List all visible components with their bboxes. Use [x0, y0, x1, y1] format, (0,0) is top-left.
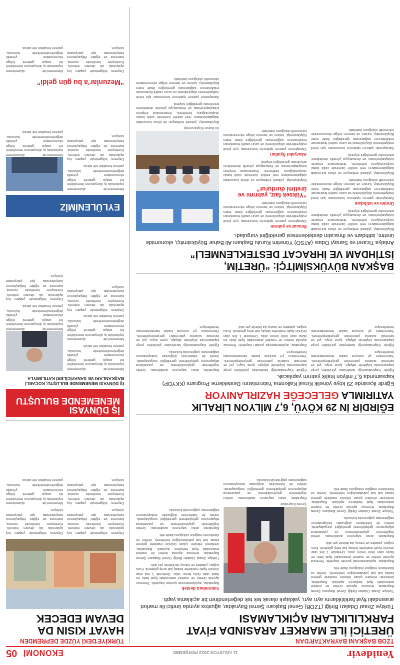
- sidebar-text-10: Menemen'de düzenlenen toplantıda iş dünyasının temsilcileri bir araya gelerek bölge ekonomisine yönelik değerlendirmelerde bulundu, yatırım fırsatları ele alındı.: [67, 164, 124, 191]
- second-columns: [136, 278, 394, 372]
- third-text-1: Büyüksimitçi, yüksek enflasyon ve döviz kurundaki dalgalanmaların reel sektör üzerinde ciddi baskı oluşturduğunu belirterek, finansmana erişimin kolaylaştırılması ve ihracatçıya yönelik desteklerin artırılması gerektiğini söyledi.: [310, 208, 394, 231]
- third-col-2: [223, 7, 306, 231]
- second-headline-line2: [136, 389, 394, 399]
- third-text-7: Sanayicinin yatırım iştahının korunması için kredi maliyetlerinin düşürülmesi ve uzun vadeli finansman imkânlarının sağlanması gerektiğini ifade eden Büyüksimitçi, turizm ve tarımın bölge ekonomisinin lokomotifi olduğunu hatırlattı.: [223, 128, 307, 152]
- photo-caption-1: Şemsi Bayraktar: [280, 502, 307, 506]
- sidebar-kicker: TÜRKİYE'DEKİ YÜZDE DEPREMDEN: [20, 637, 124, 643]
- third-col-3: [136, 7, 219, 231]
- third-headline-line2: İSTİHDAM VE İHRACAT DESTEKLENMELİ”: [190, 248, 394, 259]
- header-date: 11 AĞUSTOS 2022 PERŞEMBE: [172, 650, 238, 656]
- sidebar-text-7: Deprem bölgesinde yaşam kış aylarında da devam edecek. Konteyner kentlerde ısınma, barınma ve eğitim ihtiyaçlarının karşılanması için çalışmalar sürüyor.: [67, 284, 124, 312]
- third-deck: Antalya Ticaret ve Sanayi Odası (ATSO) Yönetim Kurulu Başkanı Ali Bahar Büyüksimitçi, ekonomide üretim, istihdam ve ihracatın desteklenmesi gerektiğini vurguladı.: [145, 232, 394, 245]
- photo-caption-2: Ali Bahar Büyüksimitçi: [183, 126, 220, 130]
- header-right: [6, 648, 63, 659]
- main-headline-line1: ÜRETİCİ İLE MARKET ARASINDA FİYAT: [186, 624, 394, 636]
- second-text-2: Eğirdir Kaymakamlığı tarafından yürütülen proje kapsamında köylerde altyapı, içme suyu, yol ve tarımsal sulama yatırımları gerçekleştirilecek. Yatırımların yıl sonuna kadar tamamlanması hedefleniyor.: [310, 324, 394, 348]
- subhead-1: Yatırımlara destek: [181, 586, 220, 591]
- sidebar-text-13: Deprem bölgesinde yaşam kış aylarında da devam edecek. Konteyner kentlerde ısınma, barınma ve eğitim ihtiyaçlarının karşılanması için çalışmalar sürüyor.: [67, 46, 124, 73]
- divider-2: [136, 273, 394, 274]
- sidebar-second-headline: İŞ DÜNYASI MENEMENDE BULUŞTU: [15, 395, 120, 415]
- second-text-5: Bayraktar, aracı sayısının azaltılması, üretici örgütlerinin güçlendirilmesi ve pazarlama altyapısının geliştirilmesi gerektiğini vurgulayarak, üretici ile tüketicinin doğrudan buluşmasının sağlanması çağrısında bulundu.: [136, 349, 220, 372]
- sidebar-second-deck: İŞ DÜNYASI MENEMENDE BULUŞTU, KOCAELİ BAŞKANLARI VE SANAYİCİLERİ KATILIMIYLA: [25, 375, 124, 386]
- sidebar-divider: [129, 7, 130, 643]
- second-headline-line1: EĞİRDİR İN 29 KÖYÜ, 6,7 MİLYON LİRALIK: [191, 401, 394, 412]
- subhead-2: Üretim ve istihdam: [354, 201, 394, 207]
- sidebar-text-2: Deprem bölgesinde yaşam kış aylarında da devam edecek. Konteyner kentlerde ısınma, barınma ve eğitim ihtiyaçlarının karşılanması için çalışmalar sürüyor.: [67, 478, 124, 506]
- main-text-1: Türkiye Ziraat Odaları Birliği Genel Başkanı Şemsi Bayraktar, temmuz ayında üretici ile market arasındaki fiyat farklarını açıkladı. Bayraktar, üreticinin elinden çıkan ürünün markete gelene kadar kat kat pahalandığını belirterek, üretici ve tüketicinin mağdur olduğunu ifade etti.: [310, 566, 394, 593]
- main-text-4: Bayraktar, aracı sayısının azaltılması, üretici örgütlerinin güçlendirilmesi ve pazarlama altyapısının geliştirilmesi gerektiğini vurgulayarak, üretici ile tüketicinin doğrudan buluşmasının sağlanması çağrısında bulundu.: [223, 477, 307, 500]
- third-col-1: [311, 7, 394, 231]
- page-header: [6, 646, 394, 659]
- third-text-9: Sanayicinin yatırım iştahının korunması için kredi maliyetlerinin düşürülmesi ve uzun vadeli finansman imkânlarının sağlanması gerektiğini ifade eden Büyüksimitçi, turizm ve tarımın bölge ekonomisinin lokomotifi olduğunu hatırlattı.: [136, 76, 220, 100]
- second-headline-black: YATIRIMLA: [338, 389, 394, 400]
- sidebar-headline: HAYAT KISIN DA DEVAM EDECEK: [36, 612, 124, 636]
- bayraktar-photo: [223, 507, 306, 593]
- sidebar-columns-4: [6, 7, 124, 73]
- main-columns: [136, 419, 394, 593]
- second-col-3: [136, 278, 219, 372]
- sidebar-event-photo: [6, 157, 63, 191]
- sidebar-photo: [6, 539, 124, 609]
- sidebar-col-6: [6, 91, 63, 191]
- sidebar-columns-2: [6, 221, 124, 371]
- sidebar-text-11: Deprem bölgesinde yaşam kış aylarında da devam edecek. Konteyner kentlerde ısınma, barınma ve eğitim ihtiyaçlarının karşılanması için çalışmalar sürüyor.: [67, 134, 124, 162]
- main-text-7: Bayraktar, aracı sayısının azaltılması, üretici örgütlerinin güçlendirilmesi ve pazarlama altyapısının geliştirilmesi gerektiğini vurgulayarak, üretici ile tüketicinin doğrudan buluşmasının sağlanması çağrısında bulundu.: [136, 508, 220, 531]
- sidebar-small-photo: [6, 331, 63, 371]
- sidebar-columns-1: [6, 425, 124, 535]
- second-text-4: Bayraktar, açıklamasında şunları kaydetti: Temmuz ayında üretici ve market arasındaki fiyat farkı en fazla olan ürün limon oldu. Üreticide 1 lira olan ürünün fiyatı markette birkaç kat artış gösterdi. Kuru soğan, patates ve havuç da listede yer aldı.: [223, 324, 307, 348]
- sidebar-text-9: Deprem bölgesinde yaşam kış aylarında da devam edecek. Konteyner kentlerde ısınma, barınma ve eğitim ihtiyaçlarının karşılanması için çalışmalar sürüyor.: [6, 274, 63, 302]
- main-col-1: [311, 419, 394, 593]
- main-kicker: TZOB BAŞKANI BAYRAKTAR'DAN: [295, 637, 394, 643]
- main-text-3: Bayraktar, aracı sayısının azaltılması, üretici örgütlerinin güçlendirilmesi ve pazarlama altyapısının geliştirilmesi gerektiğini vurgulayarak, üretici ile tüketicinin doğrudan buluşmasının sağlanması çağrısında bulundu.: [310, 516, 394, 539]
- sidebar-text-6: Menemen'de düzenlenen toplantıda iş dünyasının temsilcileri bir araya gelerek bölge ekonomisine yönelik değerlendirmelerde bulundu, yatırım fırsatları ele alındı.: [67, 314, 124, 342]
- divider-1: [136, 414, 394, 415]
- main-headline-line2: FARKLILIKLARI AÇIKLAMASI: [239, 612, 394, 624]
- third-text-3: Büyüksimitçi, yüksek enflasyon ve döviz kurundaki dalgalanmaların reel sektör üzerinde ciddi baskı oluşturduğunu belirterek, finansmana erişimin kolaylaştırılması ve ihracatçıya yönelik desteklerin artırılması gerektiğini söyledi.: [310, 152, 394, 176]
- sidebar-text-14: Menemen'de düzenlenen toplantıda iş dünyasının temsilcileri bir araya gelerek bölge ekonomisine yönelik değerlendirmelerde bulundu, yatırım fırsatları ele alındı.: [6, 46, 63, 73]
- sidebar-col-5: [67, 91, 124, 191]
- second-text-6: Eğirdir Kaymakamlığı tarafından yürütülen proje kapsamında köylerde altyapı, içme suyu, yol ve tarımsal sulama yatırımları gerçekleştirilecek. Yatırımların yıl sonuna kadar tamamlanması hedefleniyor.: [136, 324, 220, 348]
- sidebar-fourth-headline: “Mezunlar’a bu gün geldi”: [37, 78, 124, 85]
- section-label: EKONOMİ: [23, 648, 64, 658]
- sidebar-text-4: Menemen'de düzenlenen toplantıda iş dünyasının temsilcileri bir araya gelerek bölge ekonomisine yönelik değerlendirmelerde bulundu, yatırım fırsatları ele alındı.: [6, 478, 63, 506]
- atso-meeting-photo: [136, 131, 219, 231]
- subhead-4: Akaryakıt fiyatları: [270, 152, 307, 158]
- third-text-6: Büyüksimitçi, yüksek enflasyon ve döviz kurundaki dalgalanmaların reel sektör üzerinde ciddi baskı oluşturduğunu belirterek, finansmana erişimin kolaylaştırılması ve ihracatçıya yönelik desteklerin artırılması gerektiğini söyledi.: [223, 159, 307, 183]
- main-deck: Türkiye Ziraat Odaları Birliği (TZOB) Genel Başkanı Şemsi Bayraktar, ağustos ayında üretici ile market arasındaki fiyat farklılıklarını ayrı ayrı, yaklaşık olarak tek tek değerlendiren bir açıklama yaptı.: [140, 596, 394, 609]
- sidebar-text-8: Menemen'de düzenlenen toplantıda iş dünyasının temsilcileri bir araya gelerek bölge ekonomisine yönelik değerlendirmelerde bulundu, yatırım fırsatları ele alındı.: [6, 304, 63, 331]
- sidebar-divider-2: [6, 420, 124, 421]
- sidebar-third-headline: EYLÜLENİMİZ: [60, 202, 120, 212]
- main-text-5: Bayraktar, açıklamasında şunları kaydetti: Temmuz ayında üretici ve market arasındaki fiyat farkı en fazla olan ürün limon oldu. Üreticide 1 lira olan ürünün fiyatı markette birkaç kat artış gösterdi. Kuru soğan, patates ve havuç da listede yer aldı.: [136, 562, 220, 585]
- second-text-3: Eğirdir Kaymakamlığı tarafından yürütülen proje kapsamında köylerde altyapı, içme suyu, yol ve tarımsal sulama yatırımları gerçekleştirilecek. Yatırımların yıl sonuna kadar tamamlanması hedefleniyor.: [223, 349, 307, 372]
- sidebar-col-4: [6, 221, 63, 371]
- newspaper-logo: Yenidevir: [347, 648, 394, 658]
- third-text-4: Sanayicinin yatırım iştahının korunması için kredi maliyetlerinin düşürülmesi ve uzun vadeli finansman imkânlarının sağlanması gerektiğini ifade eden Büyüksimitçi, turizm ve tarımın bölge ekonomisinin lokomotifi olduğunu hatırlattı.: [310, 127, 394, 151]
- pull-quote: “Yüksek faiz, yatırımı ve üretimi durdurur”: [237, 185, 307, 198]
- sidebar-col-3: [67, 221, 124, 371]
- sidebar-blue-box: [6, 195, 124, 217]
- third-columns: [136, 7, 394, 231]
- subhead-3: İhracat ve yatırım: [270, 224, 307, 229]
- third-text-8: Büyüksimitçi, yüksek enflasyon ve döviz kurundaki dalgalanmaların reel sektör üzerinde ciddi baskı oluşturduğunu belirterek, finansmana erişimin kolaylaştırılması ve ihracatçıya yönelik desteklerin artırılması gerektiğini söyledi.: [136, 101, 220, 124]
- main-text-6: Türkiye Ziraat Odaları Birliği Genel Başkanı Şemsi Bayraktar, temmuz ayında üretici ile market arasındaki fiyat farklarını açıkladı. Bayraktar, üreticinin elinden çıkan ürünün markete gelene kadar kat kat pahalandığını belirterek, üretici ve tüketicinin mağdur olduğunu ifade etti.: [136, 533, 220, 561]
- second-headline-red: GELECEĞE HAZIRLANIYOR: [204, 389, 339, 400]
- second-col-2: [223, 278, 306, 372]
- sidebar-columns-3: [6, 91, 124, 191]
- main-col-3: [136, 419, 219, 593]
- sidebar-text-1: Deprem bölgesinde yaşam kış aylarında da devam edecek. Konteyner kentlerde ısınma, barınma ve eğitim ihtiyaçlarının karşılanması için çalışmalar sürüyor.: [67, 508, 124, 535]
- page-number: 05: [6, 647, 18, 659]
- sidebar-col-8: [6, 7, 63, 73]
- sidebar-col-1: [67, 425, 124, 535]
- sidebar-text-3: Deprem bölgesinde yaşam kış aylarında da devam edecek. Konteyner kentlerde ısınma, barınma ve eğitim ihtiyaçlarının karşılanması için çalışmalar sürüyor.: [6, 508, 63, 535]
- sidebar-red-box: [6, 389, 124, 417]
- second-col-1: [311, 278, 394, 372]
- third-text-5: Sanayicinin yatırım iştahının korunması için kredi maliyetlerinin düşürülmesi ve uzun vadeli finansman imkânlarının sağlanması gerektiğini ifade eden Büyüksimitçi, turizm ve tarımın bölge ekonomisinin lokomotifi olduğunu hatırlattı.: [223, 200, 307, 223]
- sidebar-text-5: Menemen'de düzenlenen toplantıda iş dünyasının temsilcileri bir araya gelerek bölge ekonomisine yönelik değerlendirmelerde bulundu, yatırım fırsatları ele alındı.: [67, 344, 124, 371]
- second-deck: Eğirdir ilçesinde 29 köye yönelik Kırsal Kalkınma Yatırımlarını Destekleme Programı (KKYDP) kapsamında 6,7 milyon liralık yatırım yapılacak.: [162, 373, 394, 386]
- sidebar-col-2: [6, 425, 63, 535]
- main-col-2: [223, 419, 306, 593]
- third-text-2: Sanayicinin yatırım iştahının korunması için kredi maliyetlerinin düşürülmesi ve uzun vadeli finansman imkânlarının sağlanması gerektiğini ifade eden Büyüksimitçi, turizm ve tarımın bölge ekonomisinin lokomotifi olduğunu hatırlattı.: [310, 177, 394, 201]
- main-text-2: Bayraktar, açıklamasında şunları kaydetti: Temmuz ayında üretici ve market arasındaki fiyat farkı en fazla olan ürün limon oldu. Üreticide 1 lira olan ürünün fiyatı markette birkaç kat artış gösterdi. Kuru soğan, patates ve havuç da listede yer aldı.: [310, 541, 394, 564]
- sidebar-text-12: Menemen'de düzenlenen toplantıda iş dünyasının temsilcileri bir araya gelerek bölge ekonomisine yönelik değerlendirmelerde bulundu, yatırım fırsatları ele alındı.: [6, 130, 63, 157]
- second-text-1: Eğirdir Kaymakamlığı tarafından yürütülen proje kapsamında köylerde altyapı, içme suyu, yol ve tarımsal sulama yatırımları gerçekleştirilecek. Yatırımların yıl sonuna kadar tamamlanması hedefleniyor.: [310, 349, 394, 372]
- main-text-3b: Türkiye Ziraat Odaları Birliği Genel Başkanı Şemsi Bayraktar, temmuz ayında üretici ile market arasındaki fiyat farklarını açıkladı. Bayraktar, üreticinin elinden çıkan ürünün markete gelene kadar kat kat pahalandığını belirterek, üretici ve tüketicinin mağdur olduğunu ifade etti.: [310, 486, 394, 514]
- sidebar-col-7: [67, 7, 124, 73]
- third-headline-line1: BAŞKAN BÜYÜKSİMİTÇİ: “ÜRETİM,: [224, 260, 394, 271]
